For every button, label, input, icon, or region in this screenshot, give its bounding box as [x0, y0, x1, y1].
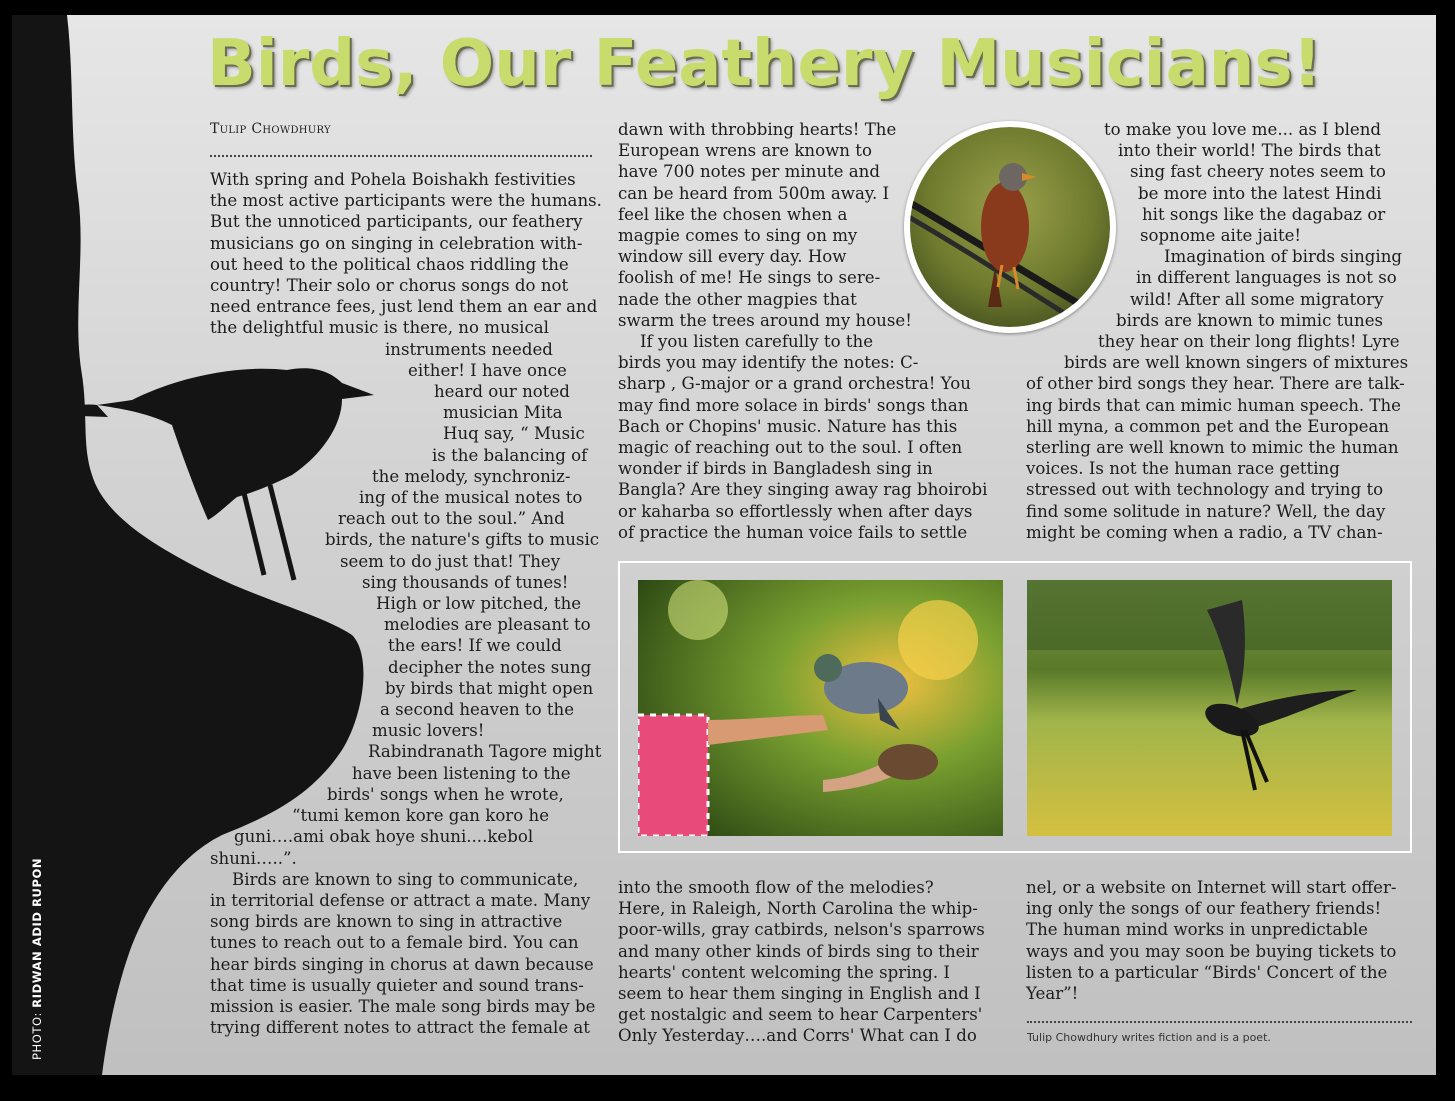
text-line: Huq say, “ Music	[443, 424, 585, 444]
text-line: The human mind works in unpredictable	[1026, 920, 1368, 940]
text-line: hill myna, a common pet and the European	[1026, 416, 1390, 436]
text-line: ways and you may soon be buying tickets to	[1026, 941, 1397, 961]
text-line: hear birds singing in chorus at dawn because	[210, 954, 594, 974]
column-1	[210, 169, 605, 1038]
text-line: song birds are known to sing in attractive	[210, 912, 563, 932]
text-line: nel, or a website on Internet will start offer-	[1026, 878, 1397, 897]
text-line: foolish of me! He sings to sere-	[618, 268, 881, 288]
text-line: need entrance fees, just lend them an ear and	[210, 297, 598, 317]
pigeon-feeding-photo	[638, 580, 1003, 836]
text-line: the delightful music is there, no musical	[210, 318, 549, 338]
text-line: Only Yesterday….and Corrs' What can I do	[618, 1026, 977, 1046]
text-line: musician Mita	[443, 403, 563, 423]
text-line: of other bird songs they hear. There are talk-	[1026, 374, 1405, 394]
text-line: birds are well known singers of mixtures	[1064, 353, 1409, 373]
text-line: may find more solace in birds' songs than	[618, 395, 969, 415]
text-line: find some solitude in nature? Well, the day	[1026, 501, 1386, 521]
text-line: High or low pitched, the	[376, 594, 582, 614]
text-line: birds, the nature's gifts to music	[325, 530, 600, 550]
text-line: trying different notes to attract the female at	[210, 1018, 590, 1038]
column-2-bottom	[618, 877, 1008, 1047]
article-title: Birds, Our Feathery Musicians!	[207, 27, 1322, 101]
text-line: tunes to reach out to a female bird. You can	[210, 933, 579, 953]
text-line: “tumi kemon kore gan koro he	[292, 806, 550, 826]
text-line: the most active participants were the humans.	[210, 191, 602, 211]
text-line: If you listen carefully to the	[640, 332, 874, 352]
text-line: to make you love me... as I blend	[1104, 120, 1382, 139]
text-line: instruments needed	[385, 339, 553, 359]
text-line: they hear on their long flights! Lyre	[1098, 332, 1400, 352]
text-line: birds you may identify the notes: C-	[618, 353, 919, 373]
text-line: have 700 notes per minute and	[618, 162, 880, 182]
text-line: poor-wills, gray catbirds, nelson's sparrows	[618, 920, 985, 940]
column-3-bottom	[1026, 877, 1426, 1004]
text-line: might be coming when a radio, a TV chan-	[1026, 522, 1383, 542]
text-line: musicians go on singing in celebration with-	[210, 233, 583, 253]
magazine-page	[12, 15, 1436, 1075]
text-line: country! Their solo or chorus songs do not	[210, 276, 569, 296]
text-line: mission is easier. The male song birds may be	[210, 996, 596, 1016]
text-line: is the balancing of	[432, 445, 588, 465]
text-line: in territorial defense or attract a mate. Many	[210, 890, 591, 910]
text-line: nade the other magpies that	[618, 289, 857, 309]
author-byline: Tulip Chowdhury	[210, 121, 331, 137]
text-line: or kaharba so effortlessly when after days	[618, 501, 973, 521]
text-line: in different languages is not so	[1136, 268, 1397, 288]
text-line: sing fast cheery notes seem to	[1130, 162, 1386, 182]
text-line: But the unnoticed participants, our feathery	[210, 212, 583, 232]
text-line: hearts' content welcoming the spring. I	[618, 962, 950, 982]
text-line: ing only the songs of our feathery friends!	[1026, 899, 1382, 919]
text-line: decipher the notes sung	[388, 657, 592, 677]
text-line: birds' songs when he wrote,	[327, 784, 564, 804]
author-bio: Tulip Chowdhury writes fiction and is a poet.	[1027, 1031, 1271, 1044]
text-line: and many other kinds of birds sing to their	[618, 941, 979, 961]
text-line: guni….ami obak hoye shuni....kebol	[234, 827, 534, 847]
text-line: magpie comes to sing on my	[618, 226, 858, 246]
text-line: sharp , G-major or a grand orchestra! You	[618, 374, 971, 394]
text-line: stressed out with technology and trying to	[1026, 480, 1384, 500]
text-line: ing birds that can mimic human speech. The	[1026, 395, 1402, 415]
text-line: of practice the human voice fails to settle	[618, 522, 968, 542]
text-line: Bach or Chopins' music. Nature has this	[618, 416, 958, 436]
text-line: Here, in Raleigh, North Carolina the whip-	[618, 899, 978, 919]
text-line: European wrens are known to	[618, 141, 872, 161]
text-line: Birds are known to sing to communicate,	[232, 869, 579, 889]
text-line: be more into the latest Hindi	[1138, 183, 1382, 203]
text-line: the melody, synchroniz-	[372, 466, 571, 486]
text-line: ing of the musical notes to	[359, 488, 583, 508]
text-line: sing thousands of tunes!	[362, 572, 569, 592]
text-line: hit songs like the dagabaz or	[1142, 204, 1386, 224]
text-line: into the smooth flow of the melodies?	[618, 878, 934, 897]
text-line: dawn with throbbing hearts! The	[618, 120, 897, 139]
text-line: shuni…..”.	[210, 848, 297, 868]
text-line: swarm the trees around my house!	[618, 310, 912, 330]
text-line: a second heaven to the	[380, 700, 575, 720]
text-line: Year”!	[1026, 984, 1079, 1004]
text-line: melodies are pleasant to	[384, 615, 591, 635]
text-line: music lovers!	[372, 721, 485, 741]
text-line: that time is usually quieter and sound trans-	[210, 975, 584, 995]
text-line: wonder if birds in Bangladesh sing in	[618, 459, 933, 479]
byline-divider	[210, 155, 592, 157]
text-line: seem to hear them singing in English and I	[618, 984, 981, 1004]
text-line: can be heard from 500m away. I	[618, 183, 890, 203]
text-line: listen to a particular “Birds' Concert of the	[1026, 962, 1388, 982]
text-line: voices. Is not the human race getting	[1026, 459, 1340, 479]
text-line: either! I have once	[408, 360, 567, 380]
text-line: Bangla? Are they singing away rag bhoirobi	[618, 480, 988, 500]
text-line: heard our noted	[434, 382, 570, 402]
photo-credit	[30, 858, 44, 1060]
text-line: Imagination of birds singing	[1164, 247, 1403, 267]
text-line: reach out to the soul.” And	[338, 509, 565, 529]
text-line: birds are known to mimic tunes	[1116, 310, 1384, 330]
bio-divider	[1027, 1021, 1412, 1023]
bird-on-wire-photo	[904, 121, 1116, 333]
text-line: feel like the chosen when a	[618, 204, 848, 224]
bird-on-wire-illustration	[910, 127, 1110, 327]
text-line: magic of reaching out to the soul. I often	[618, 438, 963, 458]
text-line: window sill every day. How	[618, 247, 847, 267]
text-line: Rabindranath Tagore might	[368, 742, 602, 762]
text-line: seem to do just that! They	[340, 551, 561, 571]
text-line: the ears! If we could	[388, 636, 562, 656]
text-line: have been listening to the	[352, 763, 571, 783]
text-line: sterling are well known to mimic the human	[1026, 438, 1399, 458]
credit-name: RIDWAN ADID RUPON	[30, 857, 44, 1008]
text-line: get nostalgic and seem to hear Carpenters'	[618, 1005, 983, 1025]
credit-prefix: PHOTO:	[30, 1007, 44, 1060]
text-line: into their world! The birds that	[1118, 141, 1381, 161]
text-line: out heed to the political chaos riddling the	[210, 254, 569, 274]
swallow-in-flight-photo	[1027, 580, 1392, 836]
text-line: With spring and Pohela Boishakh festivities	[210, 170, 576, 189]
text-line: wild! After all some migratory	[1130, 289, 1384, 309]
text-line: sopnome aite jaite!	[1140, 226, 1302, 246]
text-line: by birds that might open	[385, 678, 594, 698]
